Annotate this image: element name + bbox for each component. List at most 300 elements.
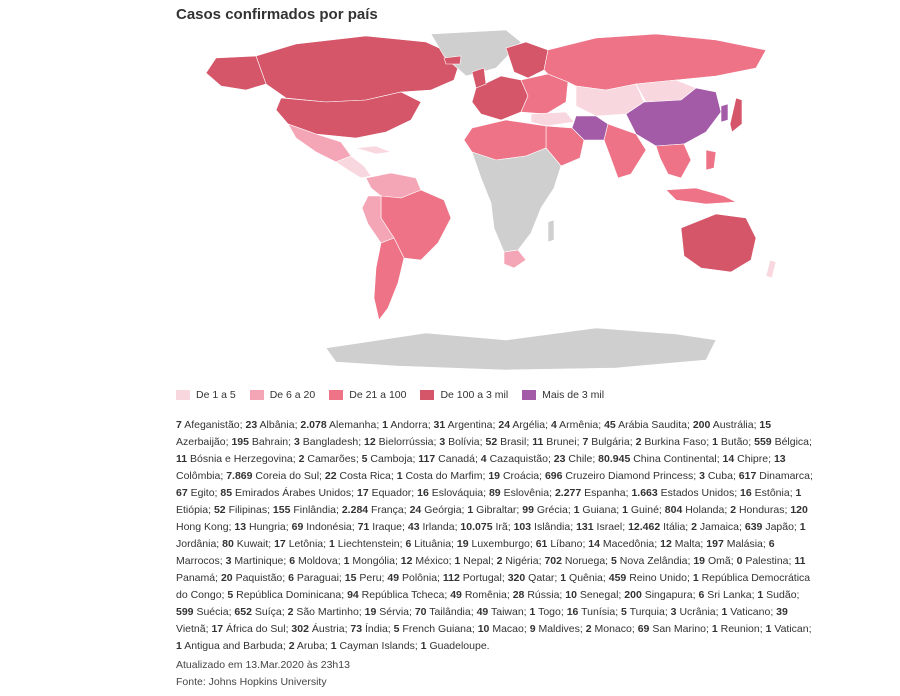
country-name: Afeganistão (184, 419, 240, 431)
country-entry: 49 Romênia; (450, 589, 513, 601)
country-name: Taiwan (490, 606, 524, 618)
country-entry: 1 Togo; (529, 606, 567, 618)
country-case-count: 1 (420, 640, 427, 652)
country-case-count: 2 (287, 606, 294, 618)
country-case-count: 1 (529, 606, 536, 618)
country-name: México (415, 555, 449, 567)
country-entry: 20 Paquistão; (220, 572, 289, 584)
country-name: Cruzeiro Diamond Princess (565, 470, 694, 482)
country-case-count: 3 (225, 555, 232, 567)
country-entry: 1 Butão; (712, 436, 755, 448)
country-entry: 120 Hong Kong; (176, 504, 808, 533)
country-name: Cazaquistão (489, 453, 548, 465)
country-case-count: 7 (176, 419, 182, 431)
country-entry: 5 French Guiana; (393, 623, 478, 635)
legend-label: De 21 a 100 (349, 389, 407, 401)
country-name: Monaco (594, 623, 632, 635)
legend-label: De 1 a 5 (196, 389, 236, 401)
country-name: República Dominicana (236, 589, 342, 601)
country-name: Sudão (766, 589, 797, 601)
world-choropleth-map (176, 28, 796, 378)
country-name: Senegal (579, 589, 619, 601)
country-name: Eslovênia (503, 487, 550, 499)
country-name: Iraque (372, 521, 403, 533)
country-entry: 89 Eslovênia; (488, 487, 555, 499)
country-entry: 2 Aruba; (288, 640, 331, 652)
country-name: Togo (538, 606, 561, 618)
country-entry: 11 Panamá; (176, 555, 806, 584)
country-entry: 1 Gibraltar; (467, 504, 523, 516)
country-entry: 1 Andorra; (382, 419, 434, 431)
country-case-count: 1 (692, 572, 699, 584)
country-case-count: 1 (330, 640, 337, 652)
country-name: Vietnã (176, 623, 206, 635)
country-case-count: 1.663 (631, 487, 658, 499)
region-caribbean[interactable] (356, 146, 391, 154)
country-case-count: 1 (799, 521, 806, 533)
country-name: Alemanha (329, 419, 377, 431)
country-case-count: 94 (347, 589, 359, 601)
country-name: Malásia (726, 538, 763, 550)
country-case-count: 39 (776, 606, 788, 618)
country-name: Bósnia e Herzegovina (190, 453, 293, 465)
country-case-count: 24 (498, 419, 511, 431)
country-case-count: 67 (176, 487, 188, 499)
country-entry: 80 Kuwait; (222, 538, 275, 550)
country-entry: 61 Líbano; (535, 538, 589, 550)
legend-label: Mais de 3 mil (542, 389, 605, 401)
country-name: Arábia Saudita (618, 419, 687, 431)
country-entry: 49 Polônia; (387, 572, 443, 584)
country-entry: 9 Maldives; (529, 623, 586, 635)
country-entry: 3 Bolívia; (439, 436, 486, 448)
country-entry: 12 México; (400, 555, 455, 567)
country-case-count: 320 (507, 572, 526, 584)
country-entry: 69 Indonésia; (291, 521, 358, 533)
country-name: Tailândia (429, 606, 471, 618)
country-entry: 28 Rússia; (512, 589, 566, 601)
country-name: Reino Unido (629, 572, 687, 584)
country-name: Guadeloupe (429, 640, 487, 652)
country-case-count: 14 (588, 538, 600, 550)
country-case-count: 1 (329, 538, 335, 550)
country-entry: 67 Egito; (176, 487, 221, 499)
country-entry: 2 Jamaica; (691, 521, 745, 533)
country-case-count: 652 (234, 606, 252, 618)
country-name: Itália (663, 521, 686, 533)
country-case-count: 19 (693, 555, 706, 567)
country-name: Equador (371, 487, 412, 499)
country-name: Brunei (546, 436, 577, 448)
country-case-count: 3 (439, 436, 446, 448)
country-entry: 7 Bulgária; (582, 436, 636, 448)
country-name: Hungria (249, 521, 286, 533)
country-entry: 652 Suíça; (234, 606, 288, 618)
country-entry: 6 Sri Lanka; (698, 589, 758, 601)
data-source: Fonte: Johns Hopkins University (176, 676, 327, 688)
country-case-count: 69 (637, 623, 650, 635)
country-case-count: 31 (433, 419, 446, 431)
region-scandinavia[interactable] (506, 42, 548, 78)
country-name: Singapura (644, 589, 693, 601)
country-case-count: 5 (621, 606, 627, 618)
country-case-count: 19 (456, 538, 469, 550)
country-case-count: 2 (288, 640, 295, 652)
country-name: Lituânia (414, 538, 452, 550)
legend-swatch (176, 390, 190, 400)
country-entry: 696 Cruzeiro Diamond Princess; (544, 470, 700, 482)
country-name: Paraguai (296, 572, 339, 584)
country-entry: 117 Canadá; (418, 453, 481, 465)
country-entry: 1 Costa do Marfim; (396, 470, 489, 482)
country-entry: 1 Guiana; (573, 504, 623, 516)
country-entry: 5 Turquia; (621, 606, 671, 618)
country-case-count: 459 (608, 572, 627, 584)
country-entry: 2.284 França; (341, 504, 410, 516)
country-name: Nigéria (505, 555, 539, 567)
country-case-count: 16 (417, 487, 429, 499)
country-case-count: 103 (513, 521, 532, 533)
country-entry: 80.945 China Continental; (598, 453, 723, 465)
country-case-count: 1 (712, 436, 718, 448)
country-name: Azerbaijão (176, 436, 226, 448)
country-name: Líbano (550, 538, 583, 550)
country-case-count: 1 (573, 504, 580, 516)
country-case-count: 195 (231, 436, 249, 448)
country-entry: 17 África do Sul; (211, 623, 292, 635)
country-case-count: 7.869 (226, 470, 253, 482)
country-case-count: 12 (400, 555, 413, 567)
country-entry: 69 San Marino; (637, 623, 712, 635)
country-name: Romênia (464, 589, 507, 601)
region-uk[interactable] (472, 68, 486, 88)
country-case-count: 23 (553, 453, 566, 465)
country-name: Camboja (370, 453, 413, 465)
country-entry: 200 Austrália; (692, 419, 760, 431)
country-entry: 52 Brasil; (485, 436, 533, 448)
region-japan[interactable] (730, 98, 742, 132)
region-new-zealand[interactable] (766, 260, 776, 278)
country-name: Vaticano (730, 606, 771, 618)
country-entry: 1 Antigua and Barbuda; (176, 640, 289, 652)
country-name: Croácia (502, 470, 540, 482)
country-entry: 459 Reino Unido; (608, 572, 693, 584)
country-entry: 24 Geórgia; (409, 504, 468, 516)
country-name: Kuwait (236, 538, 269, 550)
country-case-count: 9 (529, 623, 536, 635)
country-case-list (176, 417, 816, 655)
country-name: Islândia (534, 521, 571, 533)
country-case-count: 49 (387, 572, 400, 584)
country-entry: 11 Brunei; (532, 436, 583, 448)
country-name: Cayman Islands (339, 640, 415, 652)
country-name: Sri Lanka (707, 589, 752, 601)
country-case-count: 2.078 (300, 419, 327, 431)
country-name: Irlanda (422, 521, 455, 533)
country-case-count: 120 (790, 504, 808, 516)
region-europe-east[interactable] (521, 74, 568, 114)
country-case-count: 23 (245, 419, 258, 431)
legend-item (522, 389, 604, 401)
country-entry: 23 Chile; (553, 453, 599, 465)
region-philippines[interactable] (706, 150, 716, 170)
country-name: Letônia (288, 538, 324, 550)
country-entry: 17 Letônia; (274, 538, 329, 550)
country-entry: 4 Armênia; (550, 419, 605, 431)
country-entry: 19 Sérvia; (364, 606, 415, 618)
country-case-count: 1 (757, 589, 764, 601)
country-name: Liechtenstein (337, 538, 400, 550)
country-entry: 6 Paraguai; (288, 572, 345, 584)
country-case-count: 696 (544, 470, 563, 482)
country-case-count: 131 (576, 521, 594, 533)
country-name: Índia (365, 623, 388, 635)
country-entry: 17 Equador; (356, 487, 418, 499)
region-russia[interactable] (544, 34, 766, 90)
country-case-count: 89 (488, 487, 501, 499)
country-case-count: 1 (382, 419, 388, 431)
country-entry: 49 Taiwan; (476, 606, 530, 618)
country-name: Geórgia (424, 504, 462, 516)
country-case-count: 599 (176, 606, 194, 618)
country-case-count: 12.462 (628, 521, 661, 533)
country-name: Peru (359, 572, 382, 584)
country-entry: 1 Mongólia; (343, 555, 401, 567)
legend-label: De 6 a 20 (269, 389, 316, 401)
region-madagascar (548, 220, 554, 242)
country-entry: 16 Eslováquia; (417, 487, 489, 499)
country-case-count: 73 (350, 623, 363, 635)
region-africa-central (472, 148, 561, 252)
country-case-count: 69 (291, 521, 304, 533)
country-name: Filipinas (228, 504, 268, 516)
country-entry: 195 Bahrain; (231, 436, 294, 448)
country-case-count: 10.075 (460, 521, 493, 533)
country-name: Rússia (527, 589, 560, 601)
country-name: Argentina (447, 419, 493, 431)
country-case-count: 155 (272, 504, 291, 516)
country-entry: 2.078 Alemanha; (300, 419, 383, 431)
country-name: Paquistão (235, 572, 283, 584)
country-case-count: 11 (176, 453, 188, 465)
country-case-count: 17 (211, 623, 224, 635)
country-name: Butão (720, 436, 749, 448)
legend-swatch (250, 390, 264, 400)
country-case-count: 17 (274, 538, 286, 550)
country-entry: 16 Tunísia; (566, 606, 622, 618)
country-entry: 320 Qatar; (507, 572, 561, 584)
country-entry: 2 São Martinho; (287, 606, 365, 618)
country-name: Austrália (712, 419, 754, 431)
region-turkey[interactable] (531, 112, 574, 126)
region-indonesia[interactable] (666, 188, 736, 204)
country-case-count: 14 (722, 453, 735, 465)
country-case-count: 3 (670, 606, 677, 618)
country-case-count: 45 (604, 419, 616, 431)
country-entry: 12.462 Itália; (628, 521, 692, 533)
region-argentina-chile[interactable] (374, 238, 404, 320)
legend-item (250, 389, 316, 401)
country-name: Espanha (584, 487, 626, 499)
country-case-count: 12 (660, 538, 672, 550)
country-entry: 70 Tailândia; (414, 606, 477, 618)
country-entry: 1 Jordânia; (176, 521, 806, 550)
country-case-count: 200 (692, 419, 711, 431)
country-entry: 5 República Dominicana; (227, 589, 348, 601)
country-name: Jordânia (176, 538, 217, 550)
country-case-count: 16 (566, 606, 579, 618)
country-entry: 3 Ucrânia; (670, 606, 722, 618)
country-case-count: 117 (418, 453, 436, 465)
country-entry: 31 Argentina; (433, 419, 499, 431)
country-name: Costa Rica (339, 470, 391, 482)
country-entry: 14 Macedônia; (588, 538, 661, 550)
country-entry: 12 Bielorrússia; (364, 436, 440, 448)
country-case-count: 5 (393, 623, 400, 635)
region-korea[interactable] (721, 104, 728, 122)
country-entry: 1 Cayman Islands; (330, 640, 421, 652)
country-name: Bielorrússia (378, 436, 434, 448)
country-entry: 43 Irlanda; (407, 521, 461, 533)
country-case-count: 804 (664, 504, 683, 516)
country-case-count: 3 (699, 470, 705, 482)
country-name: Nepal (463, 555, 491, 567)
country-entry: 45 Arábia Saudita; (604, 419, 693, 431)
country-name: Chile (568, 453, 593, 465)
country-entry: 10 Macao; (477, 623, 530, 635)
country-name: Martinique (234, 555, 284, 567)
country-entry: 103 Islândia; (513, 521, 577, 533)
country-case-count: 197 (706, 538, 724, 550)
country-entry: 4 Cazaquistão; (480, 453, 554, 465)
country-name: Macedônia (602, 538, 655, 550)
country-entry: 85 Emirados Árabes Unidos; (220, 487, 357, 499)
country-name: Honduras (738, 504, 785, 516)
country-case-count: 1 (176, 640, 182, 652)
country-entry: 559 Bélgica; (754, 436, 812, 448)
country-entry: 197 Malásia; (706, 538, 769, 550)
country-entry: 15 Azerbaijão; (176, 419, 772, 448)
region-south-africa[interactable] (504, 250, 526, 268)
country-name: Cuba (707, 470, 733, 482)
country-name: Reunion (720, 623, 760, 635)
country-name: Japão (765, 521, 794, 533)
country-case-count: 12 (364, 436, 376, 448)
legend-item (329, 389, 406, 401)
map-title: Casos confirmados por país (176, 6, 378, 23)
country-case-count: 702 (544, 555, 562, 567)
region-antarctica (326, 328, 716, 370)
country-name: São Martinho (296, 606, 359, 618)
country-case-count: 2.277 (554, 487, 582, 499)
country-entry: 6 Marrocos; (176, 538, 775, 567)
country-name: Tunísia (581, 606, 616, 618)
country-case-count: 6 (288, 572, 294, 584)
country-name: Eslováquia (431, 487, 484, 499)
country-name: Brasil (500, 436, 527, 448)
country-name: Bahrain (251, 436, 289, 448)
legend-swatch (420, 390, 434, 400)
country-name: Panamá (176, 572, 216, 584)
country-name: Bulgária (591, 436, 630, 448)
country-name: Holanda (685, 504, 725, 516)
country-name: Marrocos (176, 555, 220, 567)
country-entry: 2.277 Espanha; (554, 487, 632, 499)
country-name: San Marino (652, 623, 707, 635)
region-canada[interactable] (256, 36, 461, 102)
country-entry: 1 Guadeloupe. (420, 640, 490, 652)
country-case-count: 13 (773, 453, 786, 465)
country-entry: 11 Bósnia e Herzegovina; (176, 453, 299, 465)
country-entry: 52 Filipinas; (213, 504, 273, 516)
country-name: Argélia (512, 419, 546, 431)
country-case-count: 11 (794, 555, 806, 567)
country-entry: 10.075 Irã; (460, 521, 514, 533)
country-name: Luxemburgo (471, 538, 530, 550)
country-case-count: 49 (476, 606, 489, 618)
country-case-count: 1 (396, 470, 403, 482)
region-alaska[interactable] (206, 56, 266, 90)
country-name: Aruba (296, 640, 325, 652)
country-name: Polônia (402, 572, 438, 584)
legend-swatch (522, 390, 536, 400)
country-case-count: 5 (611, 555, 617, 567)
country-name: Etiópia (176, 504, 209, 516)
country-entry: 13 Hungria; (234, 521, 292, 533)
country-case-count: 1 (795, 487, 802, 499)
country-case-count: 16 (740, 487, 752, 499)
country-entry: 2 Honduras; (730, 504, 791, 516)
country-case-count: 6 (768, 538, 775, 550)
country-name: República Tcheca (361, 589, 445, 601)
country-entry: 1 Etiópia; (176, 487, 802, 516)
country-entry: 94 República Tcheca; (347, 589, 451, 601)
country-case-count: 2.284 (341, 504, 369, 516)
country-name: Vatican (774, 623, 809, 635)
country-name: French Guiana (402, 623, 472, 635)
country-entry: 3 Bangladesh; (293, 436, 365, 448)
country-name: Coreia do Sul (255, 470, 320, 482)
country-name: Bangladesh (302, 436, 359, 448)
country-name: Canadá (438, 453, 475, 465)
country-case-count: 1 (560, 572, 567, 584)
country-name: Macao (492, 623, 524, 635)
country-entry: 19 Croácia; (488, 470, 545, 482)
country-case-count: 43 (407, 521, 420, 533)
country-case-count: 49 (450, 589, 462, 601)
country-case-count: 6 (289, 555, 296, 567)
country-entry: 2 Burkina Faso; (635, 436, 713, 448)
region-australia[interactable] (681, 214, 756, 272)
country-case-count: 15 (759, 419, 772, 431)
country-entry: 1 Reunion; (711, 623, 766, 635)
region-southeast-asia[interactable] (656, 144, 691, 178)
country-case-count: 6 (405, 538, 412, 550)
country-name: Suíça (254, 606, 282, 618)
country-name: Egito (190, 487, 215, 499)
country-entry: 1 República Democrática do Congo; (176, 572, 811, 601)
country-entry: 5 Camboja; (361, 453, 419, 465)
country-name: Noruega (564, 555, 606, 567)
country-case-count: 19 (488, 470, 501, 482)
country-entry: 302 Áustria; (291, 623, 351, 635)
country-case-count: 2 (691, 521, 697, 533)
country-name: Estados Unidos (660, 487, 735, 499)
country-case-count: 85 (220, 487, 233, 499)
country-name: Bélgica (774, 436, 810, 448)
country-name: Jamaica (699, 521, 740, 533)
country-case-count: 99 (522, 504, 534, 516)
